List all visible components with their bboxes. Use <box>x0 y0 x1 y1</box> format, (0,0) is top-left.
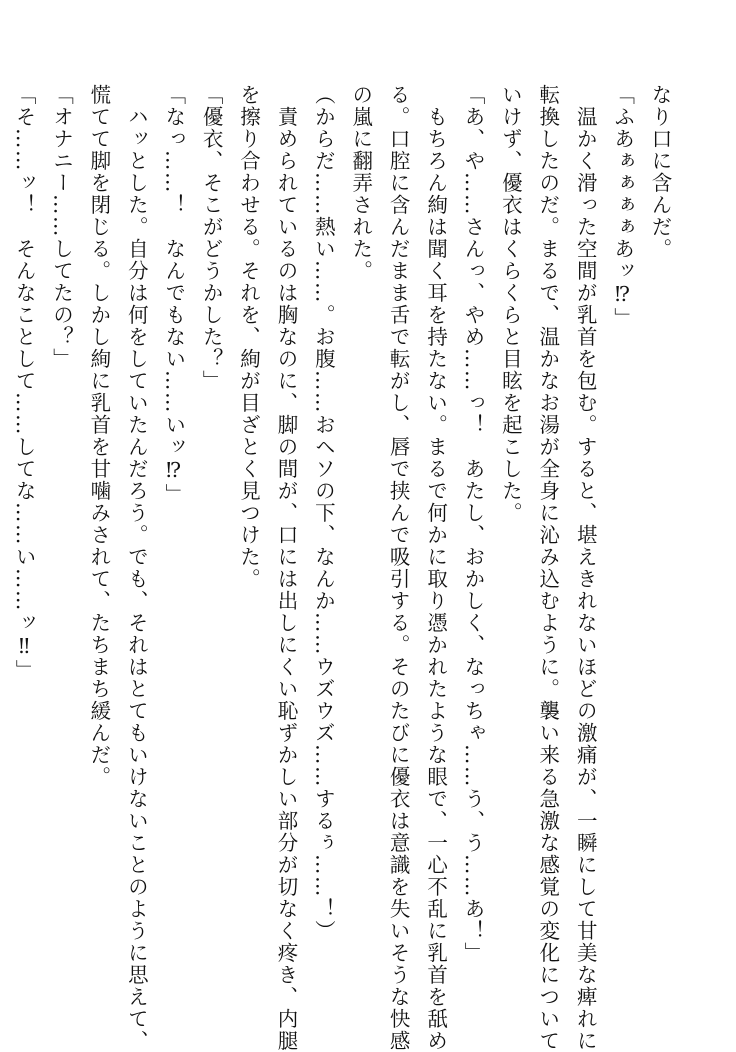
text-line: なり口に含んだ。 <box>648 84 672 260</box>
text-line: 転換したのだ。まるで、温かなお湯が全身に沁み込むように。襲い来る急激な感覚の変化について <box>535 84 560 1052</box>
vertical-text-body <box>12 84 678 1052</box>
text-line: ハッとした。自分は何をしていたんだろう。でも、それはとてもいけないことのように思えて、 <box>124 84 149 1052</box>
text-line: もちろん絢は聞く耳を持たない。まるで何かに取り憑かれたような眼で、一心不乱に乳首を舐め <box>423 84 448 1052</box>
text-line: の嵐に翻弄された。 <box>348 84 373 282</box>
text-line: 「あ、や……さんっ、やめ……っ！ あたし、おかしく、なっちゃ……う、う……あ！」 <box>460 84 485 964</box>
text-line: 「なっ……！ なんでもない……いッ⁉」 <box>161 84 186 506</box>
text-line: 「オナニー……してたの？」 <box>49 84 74 370</box>
text-line: 「ふあぁぁぁぁあッ⁉」 <box>610 84 635 330</box>
text-line: 「そ……ッ！ そんなことして……してな……い……ッ‼」 <box>12 84 37 682</box>
text-line: る。口腔に含んだまま舌で転がし、唇で挟んで吸引する。そのたびに優衣は意識を失いそうな快感 <box>386 84 411 1052</box>
text-line: 慌てて脚を閉じる。しかし絢に乳首を甘噛みされて、たちまち緩んだ。 <box>86 84 111 788</box>
text-line: （からだ……熱い……。お腹……おヘソの下、なんか……ウズウズ……するぅ……！） <box>311 84 336 942</box>
text-line: 「優衣、そこがどうかした？」 <box>199 84 224 392</box>
text-line: いけず、優衣はくらくらと目眩を起こした。 <box>498 84 523 524</box>
text-line: を擦り合わせる。それを、絢が目ざとく見つけた。 <box>236 84 261 590</box>
text-line: 温かく滑った空間が乳首を包む。すると、堪えきれないほどの激痛が、一瞬にして甘美な痺れに <box>573 84 598 1052</box>
text-line: 責められているのは胸なのに、脚の間が、口には出しにくい恥ずかしい部分が切なく疼き、内腿 <box>273 84 298 1052</box>
